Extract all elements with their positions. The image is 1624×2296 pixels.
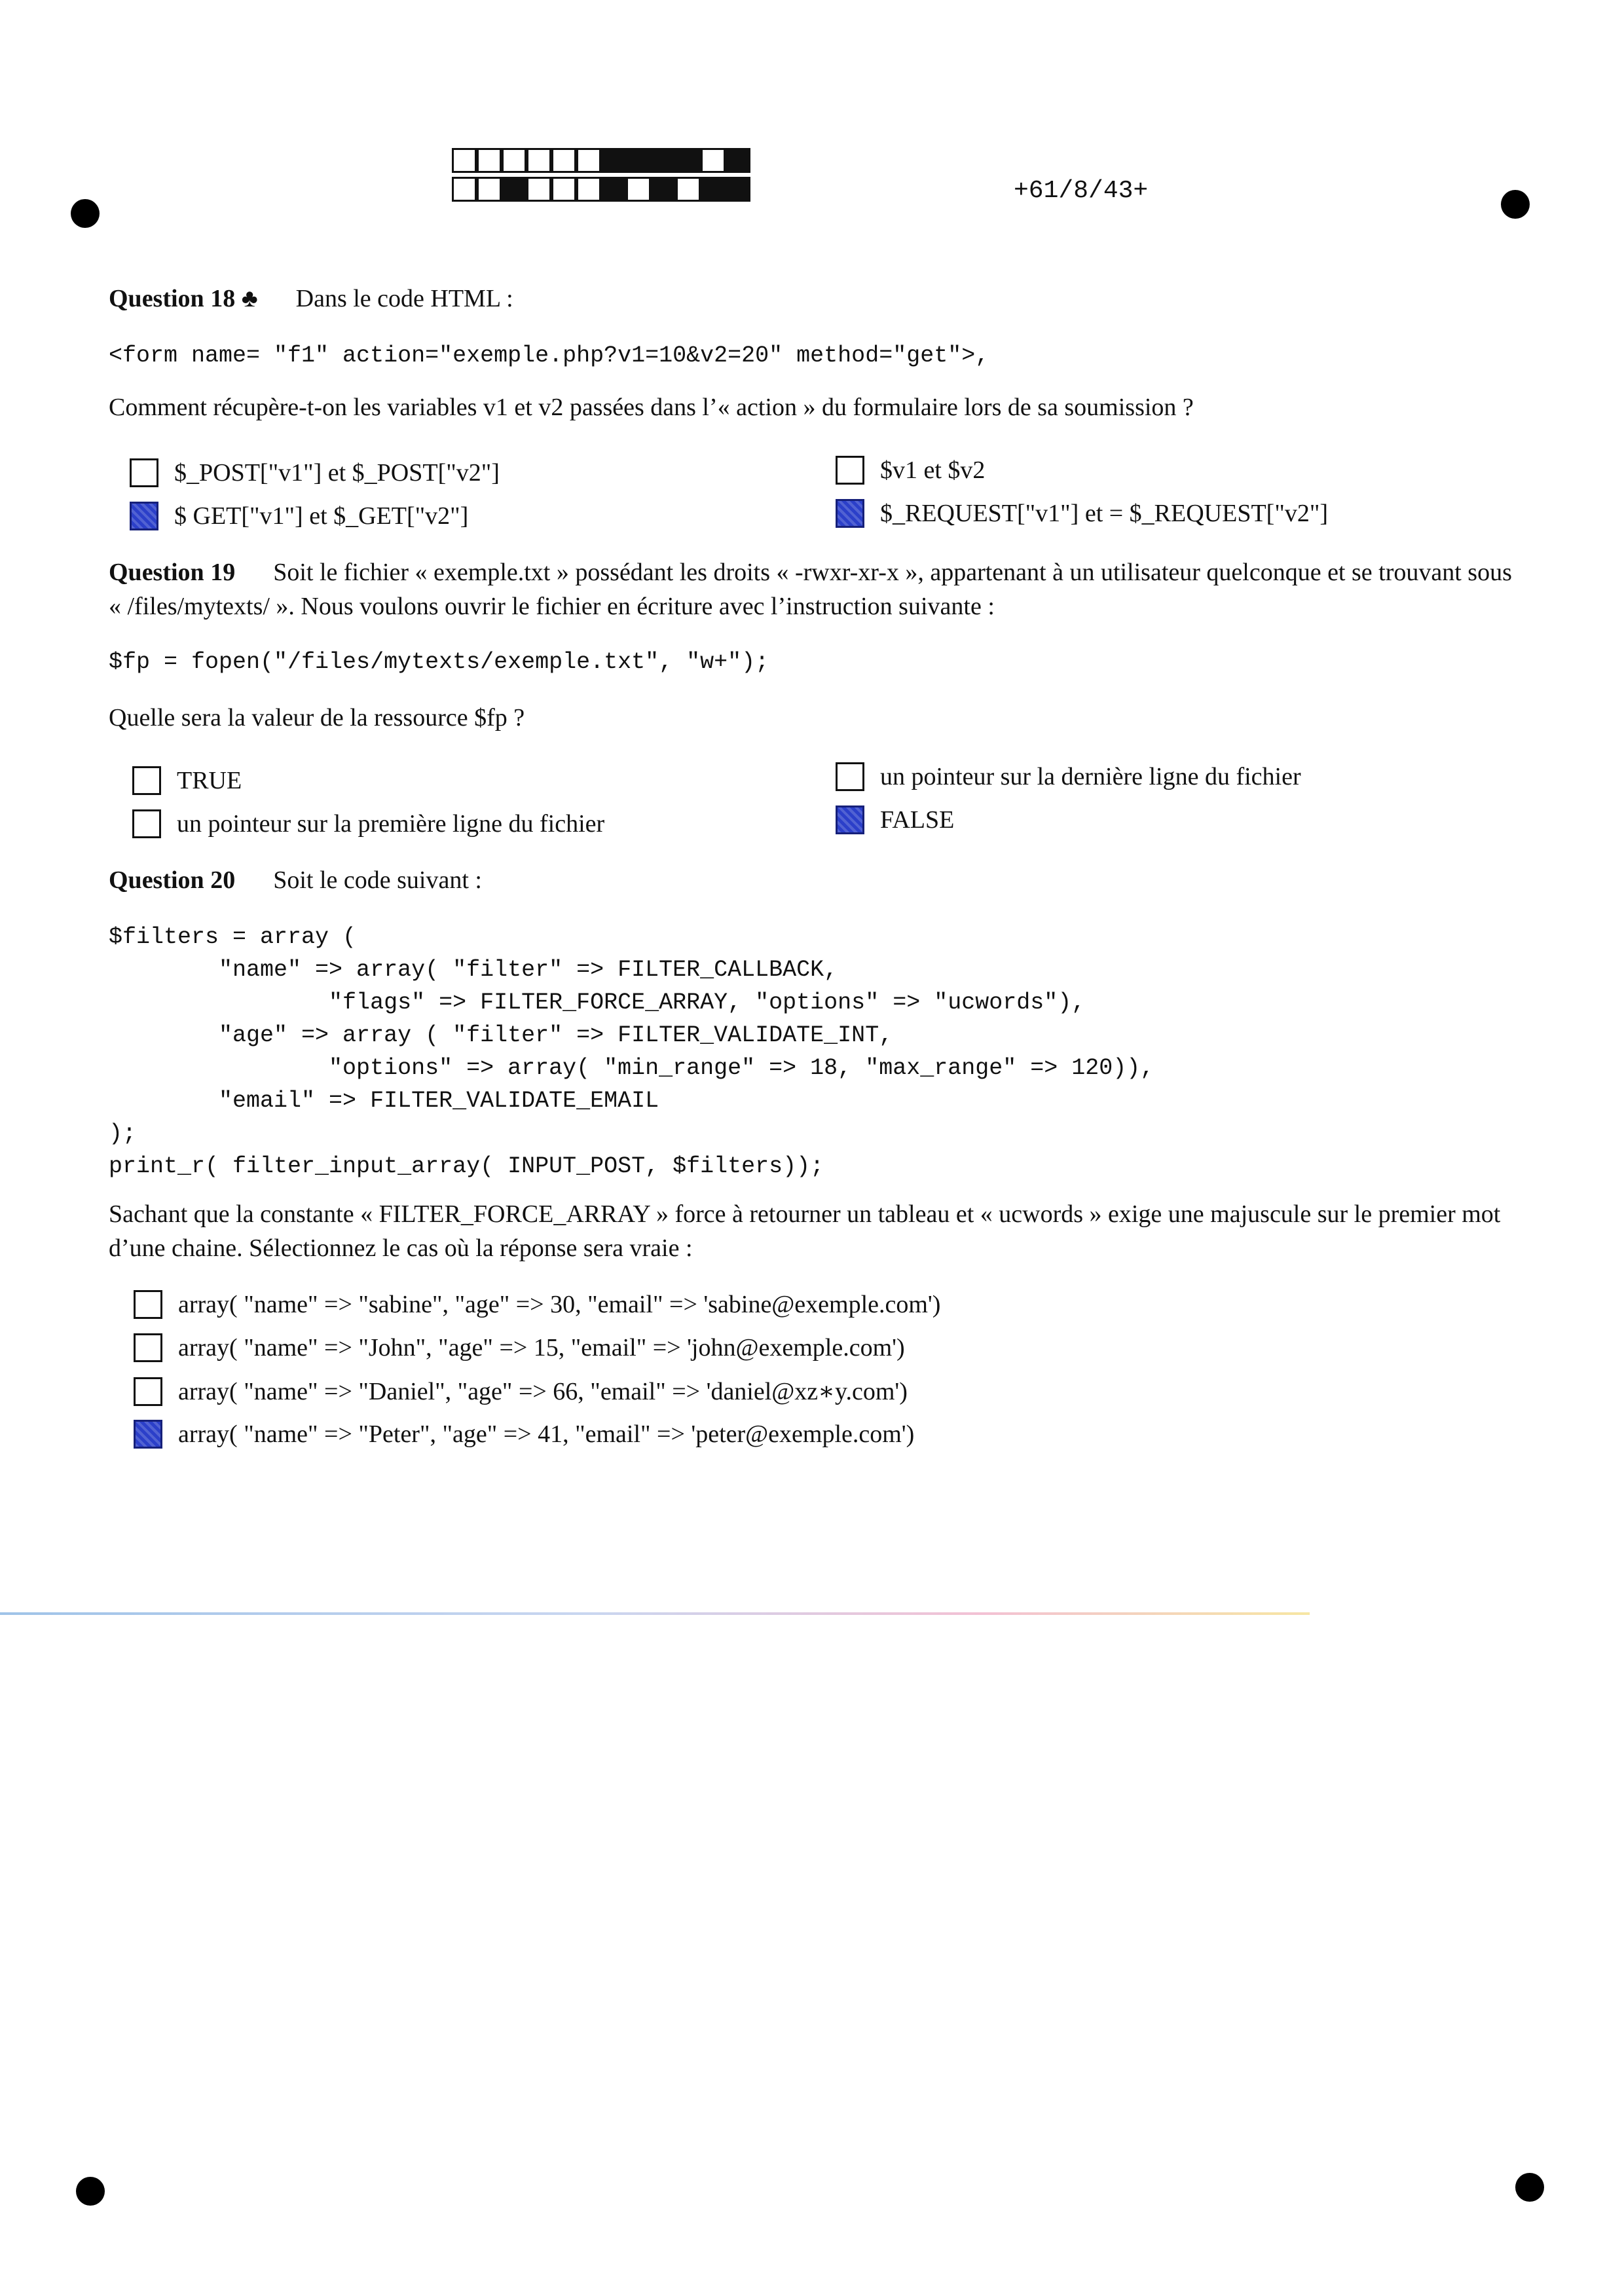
barcode-row-1 — [452, 148, 750, 173]
question-20-option-4[interactable] — [134, 1420, 914, 1449]
question-18-option-3[interactable] — [836, 456, 985, 485]
question-19-code: $fp = fopen("/files/mytexts/exemple.txt", "w+"); — [109, 649, 769, 675]
option-label: un pointeur sur la première ligne du fichier — [177, 810, 605, 838]
barcode-cell — [551, 177, 576, 202]
option-label: $_POST["v1"] et $_POST["v2"] — [174, 459, 500, 487]
question-19-text: Quelle sera la valeur de la ressource $fp ? — [109, 704, 525, 731]
option-label: array( "name" => "sabine", "age" => 30, "email" => 'sabine@exemple.com') — [178, 1291, 941, 1318]
question-20-code: $filters = array ( "name" => array( "filter" => FILTER_CALLBACK, "flags" => FILTER_FORCE_ARRAY, "options" => "ucwords"), "age" => array ( "filter" => FILTER_VALIDATE_INT, "options" => array( "min_range" => 18, "max_range" => 120)), "email" => FILTER_VALIDATE_EMAIL ); print_r( filter_input_array( INPUT_POST, $filters)); — [109, 924, 1154, 1179]
question-18-option-1[interactable] — [130, 458, 500, 487]
checkbox[interactable] — [130, 458, 158, 487]
barcode-cell — [651, 148, 676, 173]
question-number: Question 18 ♣ — [109, 285, 258, 312]
checkbox[interactable] — [132, 766, 161, 795]
page-id: +61/8/43+ — [1014, 177, 1149, 205]
option-label: TRUE — [177, 767, 242, 794]
question-20-option-3[interactable] — [134, 1377, 908, 1406]
barcode-cell — [701, 177, 726, 202]
question-19-option-1[interactable] — [132, 766, 242, 795]
checkbox[interactable] — [134, 1333, 162, 1362]
barcode-cell — [676, 148, 701, 173]
registration-mark-bottom-left — [76, 2177, 105, 2206]
option-label: FALSE — [880, 806, 955, 834]
question-18-text: Comment récupère-t-on les variables v1 et v2 passées dans l’« action » du formulaire lors de sa soumission ? — [109, 394, 1194, 421]
checkbox[interactable] — [132, 809, 161, 838]
barcode-cell — [601, 177, 626, 202]
question-19-option-3[interactable] — [836, 762, 1301, 791]
option-label: $_REQUEST["v1"] et = $_REQUEST["v2"] — [880, 500, 1329, 527]
question-20-option-1[interactable] — [134, 1290, 940, 1319]
question-number: Question 19 — [109, 559, 236, 586]
registration-mark-bottom-right — [1515, 2173, 1544, 2202]
option-label: array( "name" => "John", "age" => 15, "email" => 'john@exemple.com') — [178, 1334, 905, 1361]
question-20-text: Sachant que la constante « FILTER_FORCE_ARRAY » force à retourner un tableau et « ucwords » exige une majuscule sur le premier mot d’une chaine. Sélectionnez le cas où la réponse sera vraie : — [109, 1200, 1501, 1262]
option-label: array( "name" => "Daniel", "age" => 66, "email" => 'daniel@xz∗y.com') — [178, 1378, 908, 1405]
barcode-cell — [502, 177, 526, 202]
barcode-row-2 — [452, 177, 750, 202]
barcode-cell — [726, 177, 750, 202]
option-label: un pointeur sur la dernière ligne du fichier — [880, 763, 1301, 790]
barcode-cell — [477, 177, 502, 202]
question-19-header — [109, 555, 1523, 623]
checkbox[interactable] — [836, 499, 864, 528]
checkbox[interactable] — [836, 762, 864, 791]
question-number: Question 20 — [109, 866, 236, 894]
barcode-cell — [452, 177, 477, 202]
scan-artifact-line — [0, 1612, 1310, 1615]
question-20-header — [109, 866, 482, 895]
checkbox[interactable] — [134, 1420, 162, 1449]
question-prompt: Soit le fichier « exemple.txt » possédant les droits « -rwxr-xr-x », appartenant à un utilisateur quelconque et se trouvant sous « /files/mytexts/ ». Nous voulons ouvrir le fichier en écriture avec l’instruction suivante : — [109, 559, 1512, 620]
barcode-cell — [601, 148, 626, 173]
barcode-cell — [452, 148, 477, 173]
question-19-option-2[interactable] — [132, 809, 604, 838]
barcode-cell — [526, 148, 551, 173]
question-18-header — [109, 284, 513, 313]
checkbox[interactable] — [836, 805, 864, 834]
barcode-cell — [502, 148, 526, 173]
checkbox[interactable] — [134, 1290, 162, 1319]
checkbox[interactable] — [134, 1377, 162, 1406]
barcode-cell — [551, 148, 576, 173]
barcode-cell — [626, 177, 651, 202]
checkbox[interactable] — [836, 456, 864, 485]
question-20-option-2[interactable] — [134, 1333, 905, 1362]
barcode-cell — [651, 177, 676, 202]
barcode-cell — [726, 148, 750, 173]
question-prompt: Dans le code HTML : — [295, 285, 513, 312]
option-label: array( "name" => "Peter", "age" => 41, "email" => 'peter@exemple.com') — [178, 1420, 915, 1448]
question-18-code: <form name= "f1" action="exemple.php?v1=10&v2=20" method="get">, — [109, 343, 989, 369]
barcode-cell — [576, 177, 601, 202]
barcode-cell — [477, 148, 502, 173]
registration-mark-top-left — [71, 199, 100, 228]
barcode-cell — [676, 177, 701, 202]
option-label: $ GET["v1"] et $_GET["v2"] — [174, 502, 469, 530]
barcode-cell — [626, 148, 651, 173]
barcode-cell — [526, 177, 551, 202]
question-prompt: Soit le code suivant : — [273, 866, 482, 894]
question-18-option-4[interactable] — [836, 499, 1328, 528]
registration-mark-top-right — [1501, 190, 1530, 219]
barcode-cell — [701, 148, 726, 173]
option-label: $v1 et $v2 — [880, 456, 986, 484]
page-barcode — [452, 148, 750, 206]
checkbox[interactable] — [130, 502, 158, 530]
barcode-cell — [576, 148, 601, 173]
question-19-option-4[interactable] — [836, 805, 954, 834]
question-18-option-2[interactable] — [130, 502, 468, 530]
